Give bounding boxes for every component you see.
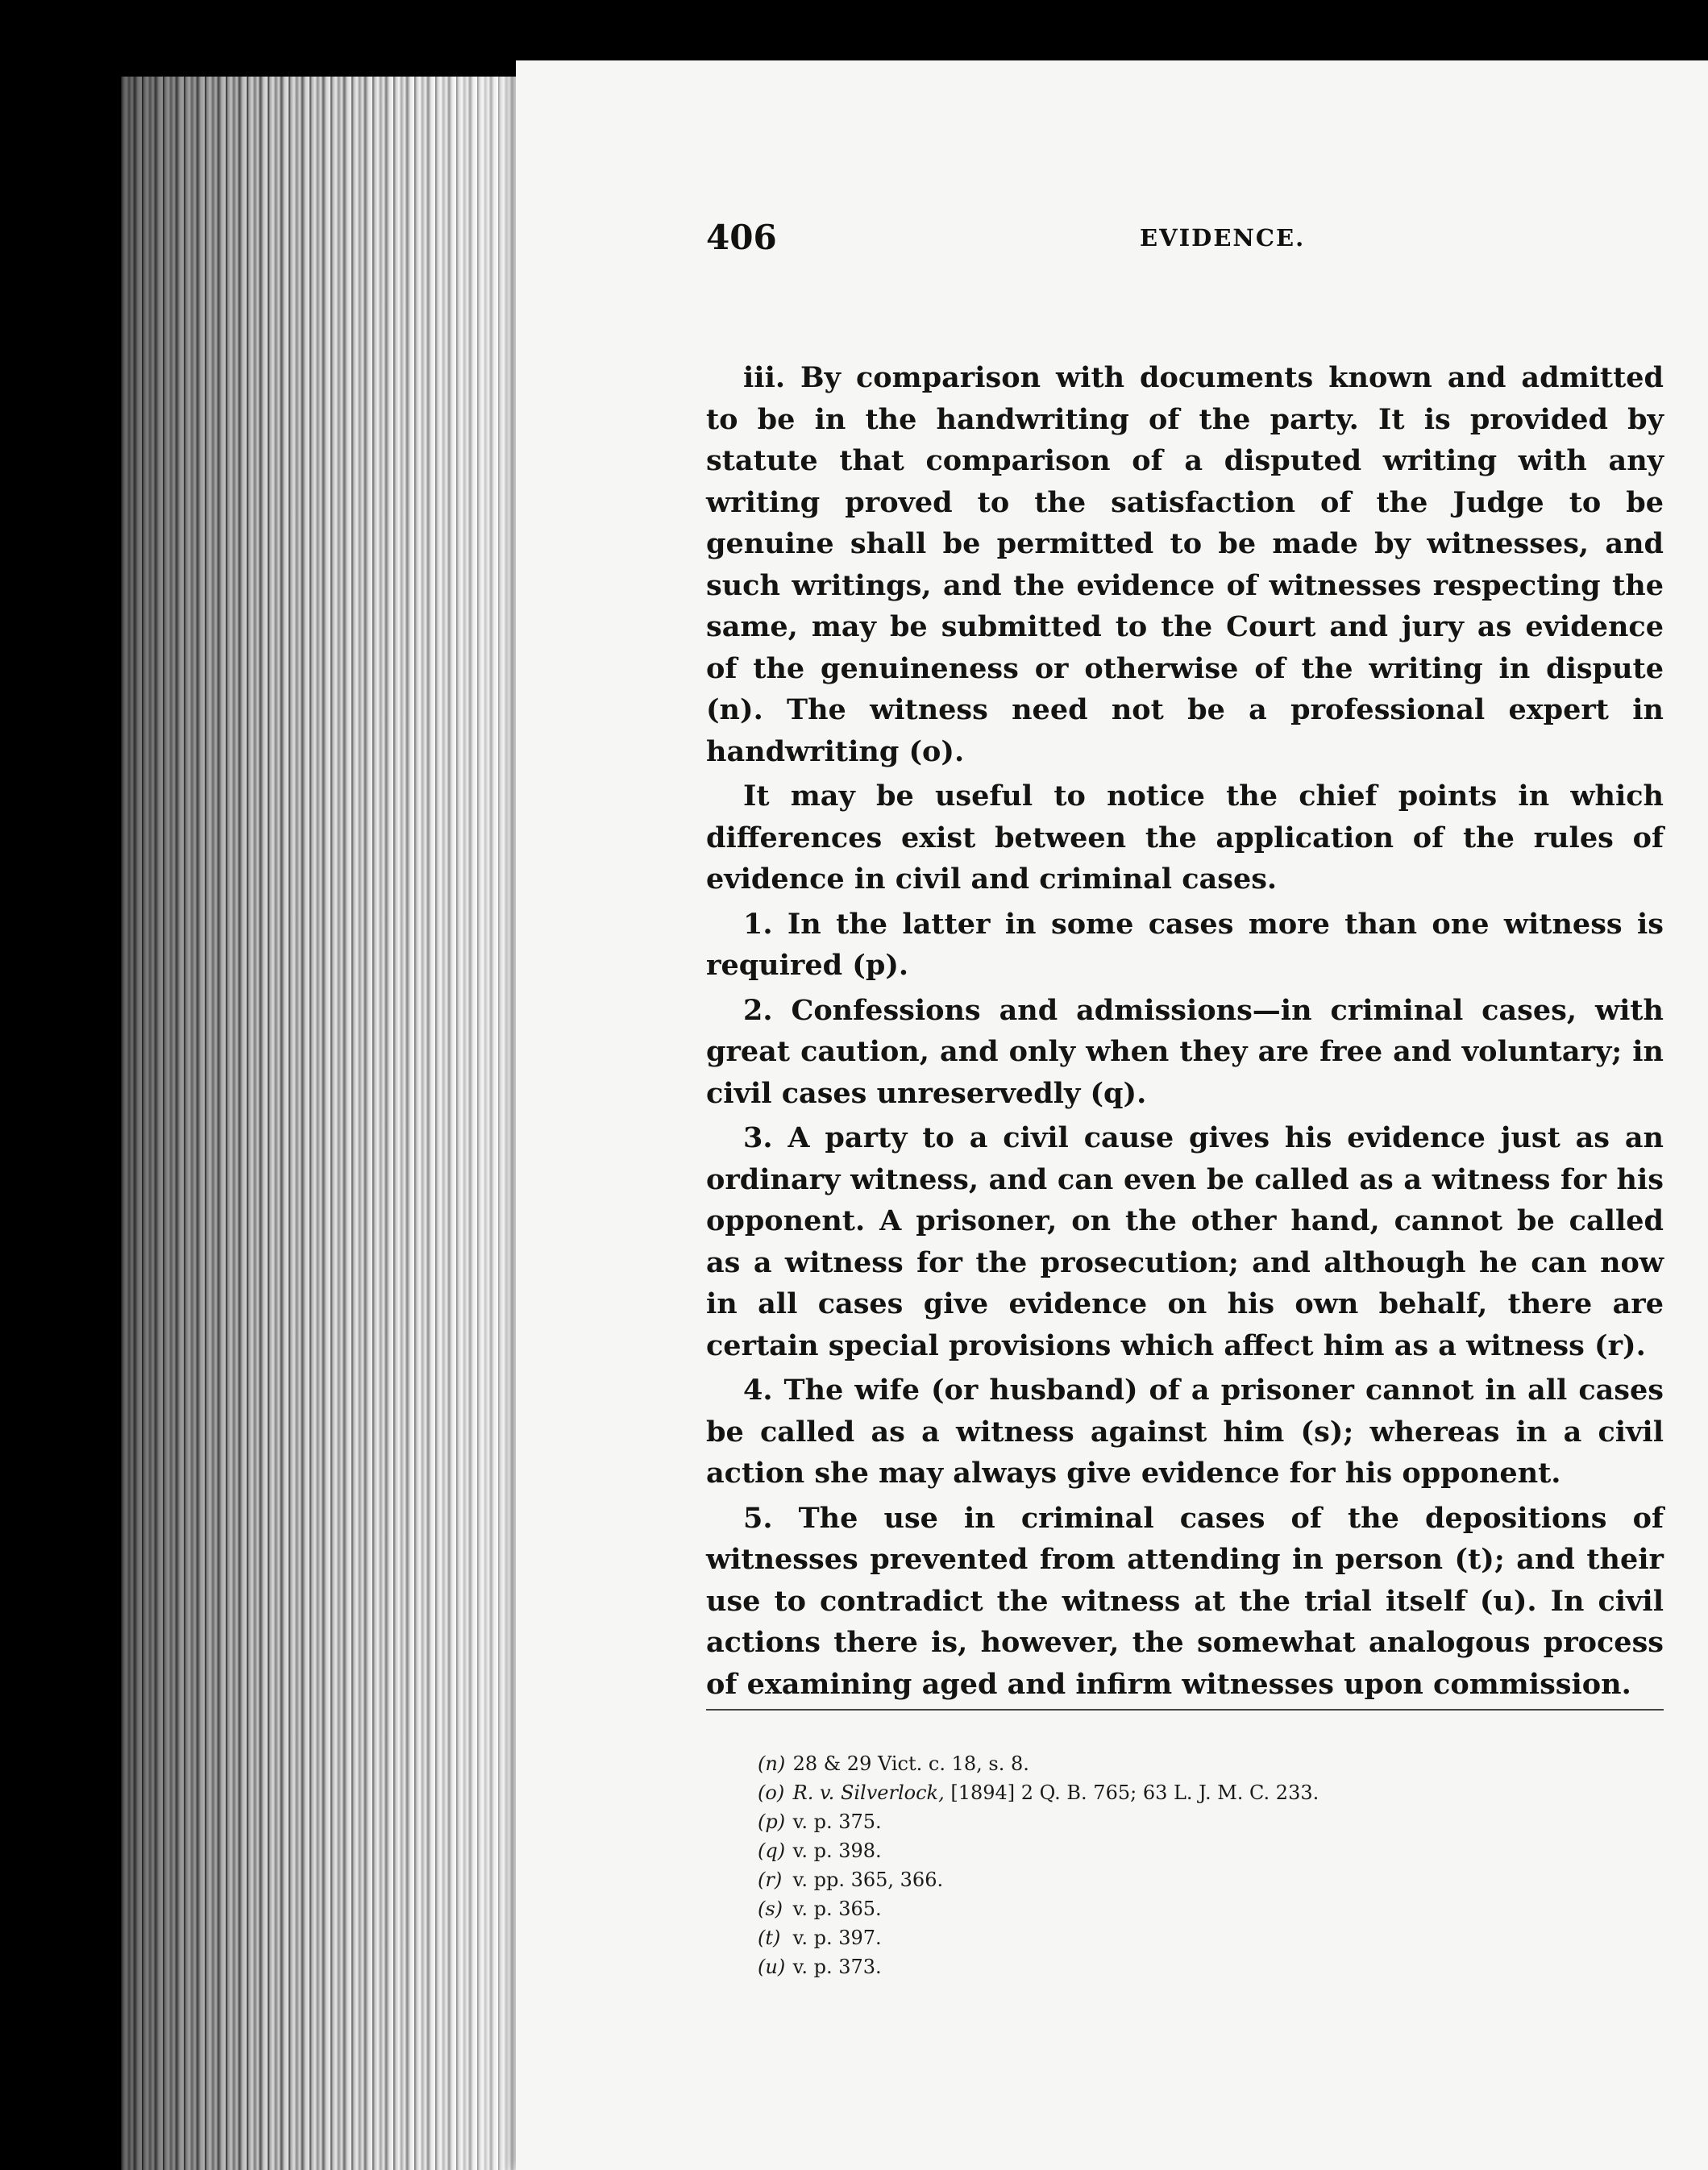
footnote-case-name: R. v. Silverlock, [792,1781,945,1804]
footnote-p [758,1807,1660,1836]
footnote-o [758,1778,1660,1807]
footnote-marker: (q) [758,1840,786,1862]
paragraph: 3. A party to a civil cause gives his evidence just as an ordinary witness, and can even be called as a witness for his opponent. A prisoner, on the other hand, cannot be called as a witness for the prosecution; and although he can now in all cases give evidence on his own behalf, there are certain special provisions which affect him as a witness (r). [706,1121,1664,1362]
footnote-u [758,1952,1660,1981]
footnote-marker: (t) [758,1927,781,1949]
footnote-r [758,1865,1660,1894]
paragraph: 2. Confessions and admissions—in criminal cases, with great caution, and only when they are free and voluntary; in civil cases unreservedly (q). [706,993,1664,1110]
footnote-divider [706,1709,1664,1711]
footnote-marker: (u) [758,1956,786,1978]
paragraph: 1. In the latter in some cases more than one witness is required (p). [706,907,1664,982]
footnote-text: v. pp. 365, 366. [792,1869,944,1891]
footnote-text: v. p. 398. [792,1840,882,1862]
paragraph: 4. The wife (or husband) of a prisoner cannot in all cases be called as a witness against him (s); whereas in a civil action she may always give evidence for his opponent. [706,1374,1664,1490]
footnote-marker: (p) [758,1810,786,1833]
paragraph: 5. The use in criminal cases of the depositions of witnesses prevented from attending in person (t); and their use to contradict the witness at the trial itself (u). In civil actions there is, however, the somewhat analogous process of examining aged and infirm witnesses upon commission. [706,1501,1664,1701]
book-page-edges [121,77,524,2170]
footnote-text: v. p. 397. [792,1927,882,1949]
body-text [706,357,1664,1708]
page-number: 406 [706,218,777,257]
footnote-t [758,1923,1660,1952]
page-header [706,218,1665,266]
footnote-text: v. p. 373. [792,1956,882,1978]
paragraph: It may be useful to notice the chief points in which differences exist between the application of the rules of evidence in civil and criminal cases. [706,779,1664,896]
footnote-q [758,1836,1660,1865]
footnotes [758,1749,1660,1981]
running-head: EVIDENCE. [1140,224,1306,252]
footnote-text: v. p. 375. [792,1810,882,1833]
footnote-marker: (o) [758,1781,785,1804]
footnote-text: 28 & 29 Vict. c. 18, s. 8. [792,1752,1029,1775]
footnote-s [758,1894,1660,1923]
footnote-text: v. p. 365. [792,1898,882,1920]
footnote-marker: (r) [758,1869,783,1891]
footnote-marker: (s) [758,1898,783,1920]
footnote-n [758,1749,1660,1778]
footnote-text: [1894] 2 Q. B. 765; 63 L. J. M. C. 233. [944,1781,1319,1804]
paragraph: iii. By comparison with documents known and admitted to be in the handwriting of the party. It is provided by statute that comparison of a disputed writing with any writing proved to the satisfaction of the Judge to be genuine shall be permitted to be made by witnesses, and such writings, and the evidence of witnesses respecting the same, may be submitted to the Court and jury as evidence of the genuineness or otherwise of the writing in dispute (n). The witness need not be a professional expert in handwriting (o). [706,361,1664,768]
footnote-marker: (n) [758,1752,786,1775]
book-page [516,60,1708,2170]
